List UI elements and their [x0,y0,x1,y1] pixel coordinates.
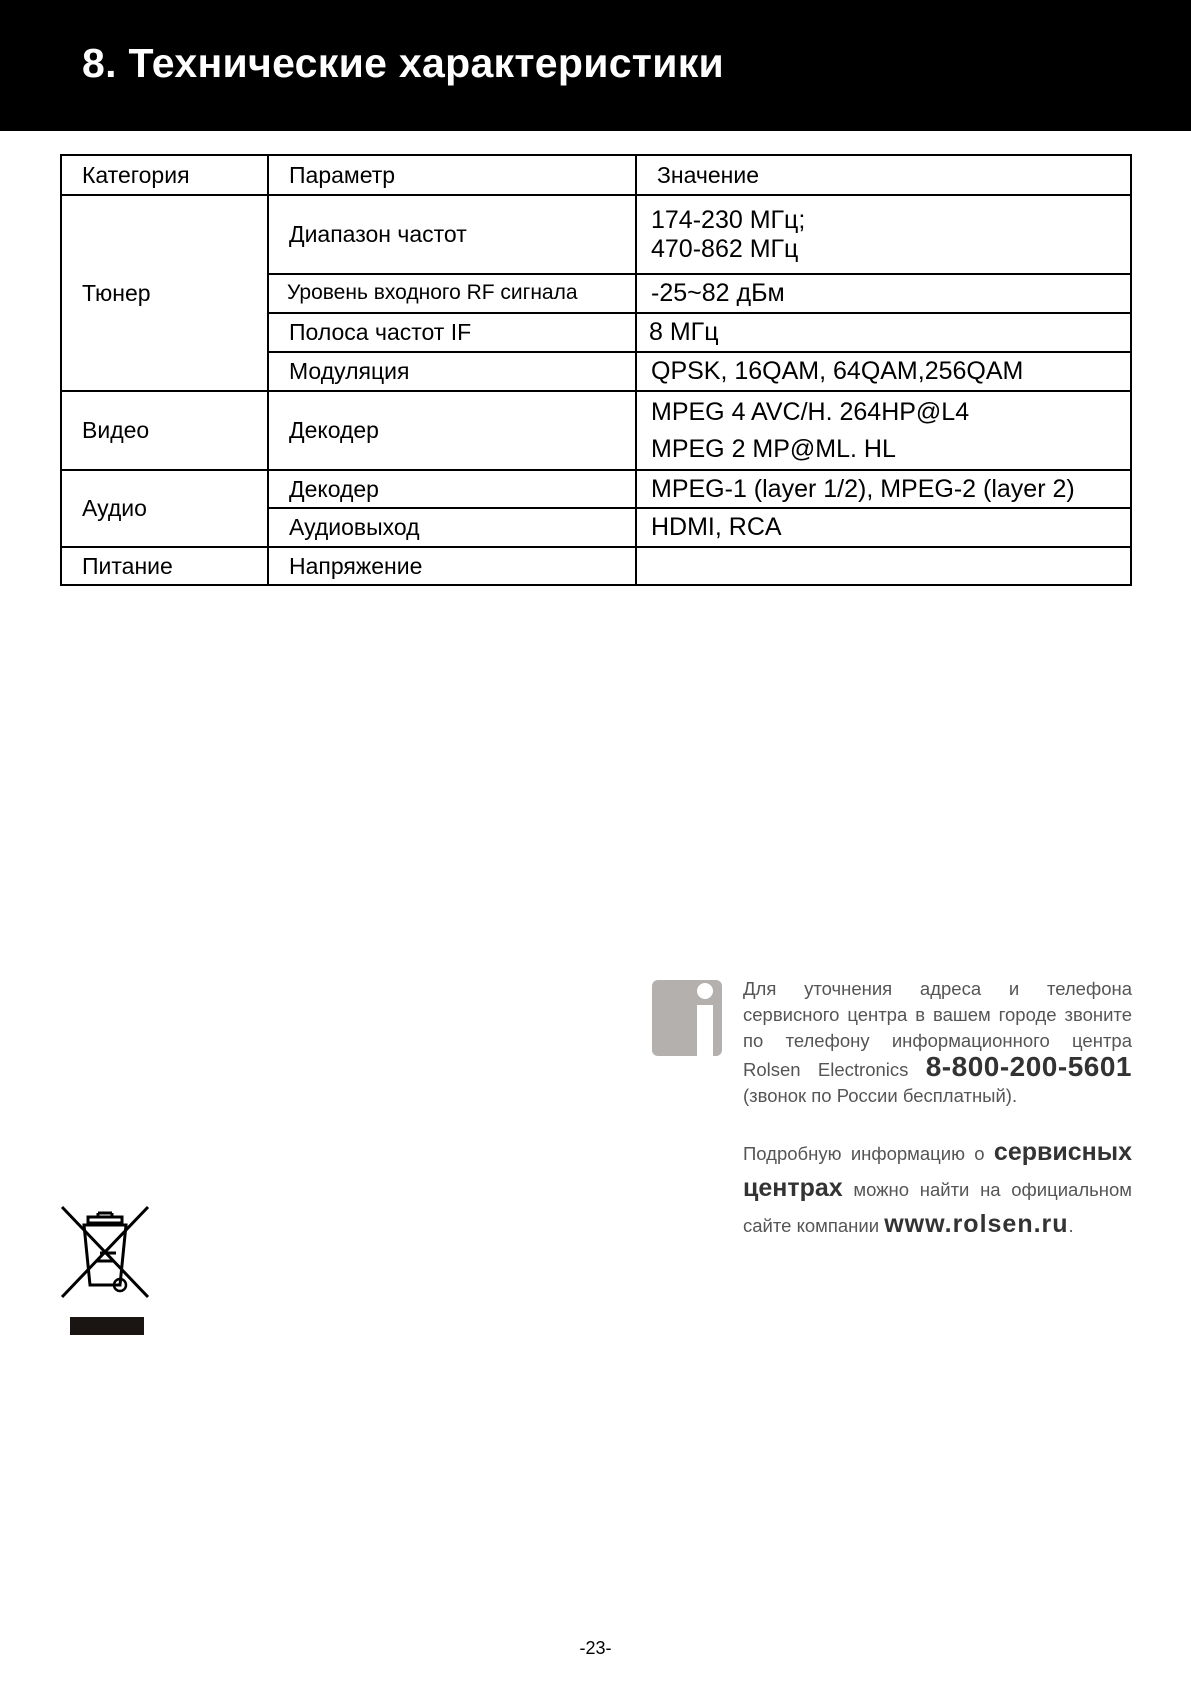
value-audio-decoder: MPEG-1 (layer 1/2), MPEG-2 (layer 2) [636,470,1131,508]
header-value: Значение [636,155,1131,195]
param-audio-output: Аудиовыход [268,508,636,547]
service-centers-emphasis: сервисных центрах [743,1138,1132,1202]
param-freq-range: Диапазон частот [268,195,636,274]
value-modulation: QPSK, 16QAM, 64QAM,256QAM [636,352,1131,391]
info-text-2d: . [1068,1215,1074,1236]
table-row [61,547,1131,585]
info-text-1: Для уточнения адреса и телефона сервисного центра в вашем городе звоните по телефону информационного центра Rolsen Electronics [743,978,1132,1080]
info-icon [652,980,722,1056]
param-rf-level: Уровень входного RF сигнала [268,274,636,313]
table-row [61,391,1131,470]
info-paragraph-1 [743,976,1132,1109]
table-row [61,470,1131,508]
header-bar [0,0,1191,131]
param-video-decoder: Декодер [268,391,636,470]
phone-note: (звонок по России бесплатный). [743,1085,1018,1106]
param-voltage: Напряжение [268,547,636,585]
category-power: Питание [61,547,268,585]
value-video-decoder [636,391,1131,470]
value-video-decoder-1: MPEG 4 AVC/H. 264HP@L4 [651,397,970,426]
value-freq-range-1: 174-230 МГц; [651,205,806,234]
category-tuner: Тюнер [61,195,268,391]
value-freq-range [636,195,1131,274]
info-text [743,976,1132,1243]
value-audio-output: HDMI, RCA [636,508,1131,547]
value-voltage [636,547,1131,585]
page-number: -23- [579,1638,612,1658]
value-rf-level: -25~82 дБм [636,274,1131,313]
header-category: Категория [61,155,268,195]
info-paragraph-2 [743,1135,1132,1243]
table-header-row [61,155,1131,195]
value-if-band: 8 МГц [636,313,1131,352]
category-video: Видео [61,391,268,470]
page-title: 8. Технические характеристики [82,40,725,86]
category-audio: Аудио [61,470,268,547]
param-audio-decoder: Декодер [268,470,636,508]
info-text-2c: можно найти на официальном сайте компании [743,1179,1132,1236]
info-text-2a: Подробную информацию о [743,1143,994,1164]
website-link[interactable]: www.rolsen.ru [884,1210,1069,1238]
service-phone: 8-800-200-5601 [925,1051,1132,1082]
value-video-decoder-2: MPEG 2 MP@ML. HL [651,434,896,463]
crossed-out-bin-icon [60,1205,152,1335]
value-freq-range-2: 470-862 МГц [651,234,799,263]
spec-table [60,154,1132,586]
param-if-band: Полоса частот IF [268,313,636,352]
header-parameter: Параметр [268,155,636,195]
table-row [61,195,1131,274]
param-modulation: Модуляция [268,352,636,391]
